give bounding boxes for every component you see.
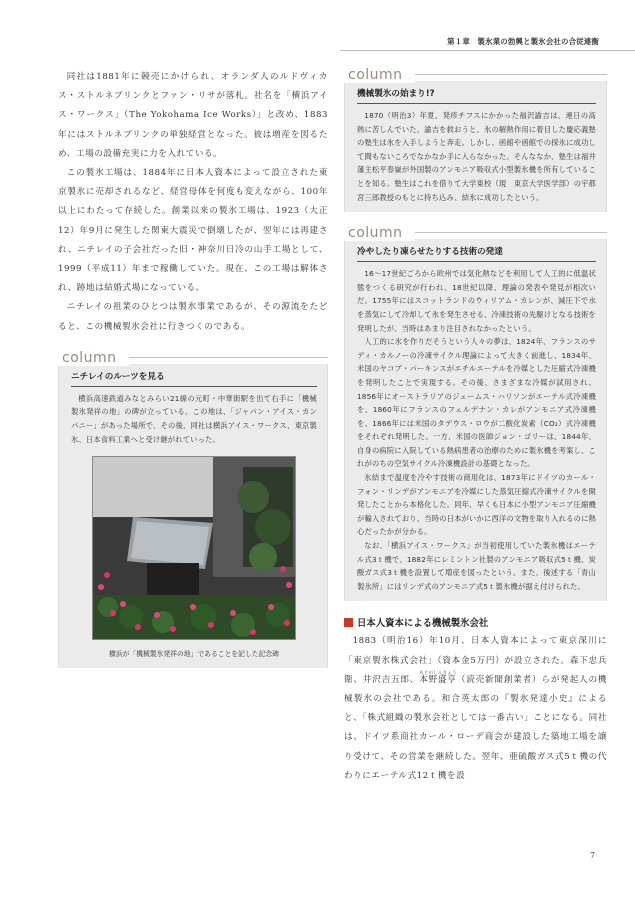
ruby-name xyxy=(419,670,457,685)
column-body xyxy=(71,392,317,446)
left-body-text xyxy=(58,68,328,337)
ruby-base: 本野盛亨 xyxy=(419,674,457,685)
column-title: ニチレイのルーツを見る xyxy=(71,370,317,387)
right-column xyxy=(344,64,607,786)
paragraph-text: 1883（明治16）年10月、日本人資本によって東京深川に「東京製氷株式会社」（資本金5万円）が設立された。森下忠兵衛、井沢吉五郎、 xyxy=(344,636,607,685)
paragraph: この製氷工場は、1884年に日本人資本によって設立された東京製氷に売却されるなど、経営母体を何度も変えながら、100年以上にわたって存続した。創業以来の製氷工場は、1923（大正12）年9月に発生した関東大震災で倒壊したが、翌年には再建され、ニチレイの子会社だった旧・神奈川日冷の山手工場として、1999（平成11）年まで稼働していた。現在、この工場は解体され、跡地は結婚式場になっている。 xyxy=(58,168,328,294)
photo-caption: 横浜が「機械製氷発祥の地」であることを記した記念碑 xyxy=(109,650,279,659)
header-rule xyxy=(340,50,635,51)
column-paragraph: 氷結まで温度を冷やす技術の商用化は、1873年にドイツのカール・フォン・リンデがアンモニアを冷媒にした蒸気圧縮式冷凍サイクルを開発したことから本格化した。同年、早くも日本に小型アンモニア圧縮機が輸入されており、当時の日本がいかに西洋の文物を取り入れるのに熱心だったかが分かる。 xyxy=(357,473,596,537)
column-label: column xyxy=(344,225,415,241)
column-label: column xyxy=(344,67,415,83)
column-paragraph: なお、「横浜アイス・ワークス」が当初使用していた製氷機はエーテル式3ｔ機で、1882年にレミントン社製のアンモニア吸収式5ｔ機、炭酸ガス式3ｔ機を設置して増産を図ったという。また、後述する「青山製氷所」にはリンデ式のアンモニア式5ｔ製氷機が据え付けられた。 xyxy=(357,541,596,591)
column-cooling-technology xyxy=(344,222,607,601)
paragraph: 同社は1881年に競売にかけられ、オランダ人のルドヴィカス・ストルネブリンクとファン・リサが落札。社名を「横浜アイス・ワークス」（The Yokohama Ice Works）」と改め、1883年にはストルネブリンクの単独経営となった。彼は増産を図るため、工場の設備充実に力を入れている。 xyxy=(58,72,328,159)
column-paragraph: 1870（明治3）年夏、発疹チフスにかかった福沢諭吉は、連日の高熱に苦しんでいた。諭吉を救おうと、氷の解熱作用に着目した慶応義塾の塾生は氷を入手しようと奔走。しかし、函館や函館での採氷に成功して間もないころでなかなか手に入らなかった。そんななか、塾生は福井藩主松平春嶽が外国製のアンモニア吸収式小型製氷機を所有していることを知る。塾生はこれを借りて大学東校（現 東京大学医学部）の宇都宮三郎教授のもとに持ち込み、結氷に成功したという。 xyxy=(357,111,596,202)
column-paragraph: 人工的に氷を作りだそうという人々の夢は、1824年、フランスのサディ・カルノーの冷凍サイクル理論によって大きく前進し、1834年、米国のヤコブ・パーキンスがエチルエーテルを冷媒とした圧縮式冷凍機を発明したことで実現する。その後、さまざまな冷媒が試用され、1856年にオーストラリアのジェームス・ハリソンがエーテル式冷凍機を、1860年にフランスのフェルデナン・カレがアンモニア式冷凍機を、1866年には米国のタデウス・ロウが二酸化炭素（CO₂）式冷凍機をそれぞれ発明した。一方、米国の医師ジョン・ゴリーは、1844年、自身の病院に入院している熱病患者の治療のために製氷機を考案し、これがのちの空気サイクル冷凍機設計の基礎となった。 xyxy=(357,337,596,469)
column-body xyxy=(357,267,596,593)
column-mechanical-ice-origin xyxy=(344,64,607,212)
paragraph: ニチレイの祖業のひとつは製氷事業であるが、その源流をたどると、この機械製氷会社に行きつくのである。 xyxy=(58,302,328,332)
column-box xyxy=(344,81,607,212)
column-title: 冷やしたり凍らせたりする技術の発達 xyxy=(357,245,596,262)
paragraph xyxy=(344,632,607,786)
section-heading xyxy=(344,615,607,629)
left-column xyxy=(58,68,328,668)
section-heading-text: 日本人資本による機械製氷会社 xyxy=(357,618,489,630)
running-header: 第１章 製氷業の勃興と製氷会社の合従連衡 xyxy=(447,37,599,46)
paragraph-text: （読売新聞創業者）らが発起人の機械製氷の会社である。和合英太郎の『製氷発達小史』によると、「株式組織の製氷会社としては一番古い」ことになる。同社は、ドイツ系商社カール・ローデ商会が建設した築地工場を譲り受けて、その営業を継続した。翌年、亜硫酸ガス式5ｔ機の代わりにエーテル式12ｔ機を設 xyxy=(344,674,607,781)
section-body-text xyxy=(344,632,607,786)
monument-photo xyxy=(92,456,296,640)
column-label: column xyxy=(58,350,129,366)
column-box xyxy=(58,364,328,668)
column-paragraph: 横浜高速鉄道みなとみらい21線の元町・中華街駅を出て右手に「機械製氷発祥の地」の碑が立っている。この地は、「ジャパン・アイス・カンパニー」があった場所で、その後、同社は横浜アイス・ワークス、東京製氷、日本食料工業へと受け継がれていった。 xyxy=(71,393,317,444)
ruby-reading: もとのしんりょう xyxy=(419,670,457,676)
column-nichirei-roots xyxy=(58,347,328,668)
column-title: 機械製氷の始まり!? xyxy=(357,87,596,104)
column-paragraph: 16～17世紀ごろから欧州では気化熱などを利用して人工的に低温状態をつくる研究が行われ、18世紀以降、理論の発表や発見が相次いだ。1755年にはスコットランドのウィリアム・カレンが、減圧下で水を蒸気にして冷却して氷を発生させる、冷凍技術の先駆けとなる技術を発明したが、当時はあまり注目されなかったという。 xyxy=(357,269,596,333)
heading-square-icon xyxy=(344,618,353,627)
page-number: 7 xyxy=(589,851,595,860)
column-body xyxy=(357,109,596,204)
column-box xyxy=(344,239,607,601)
monument-photo-illustration xyxy=(93,457,296,640)
